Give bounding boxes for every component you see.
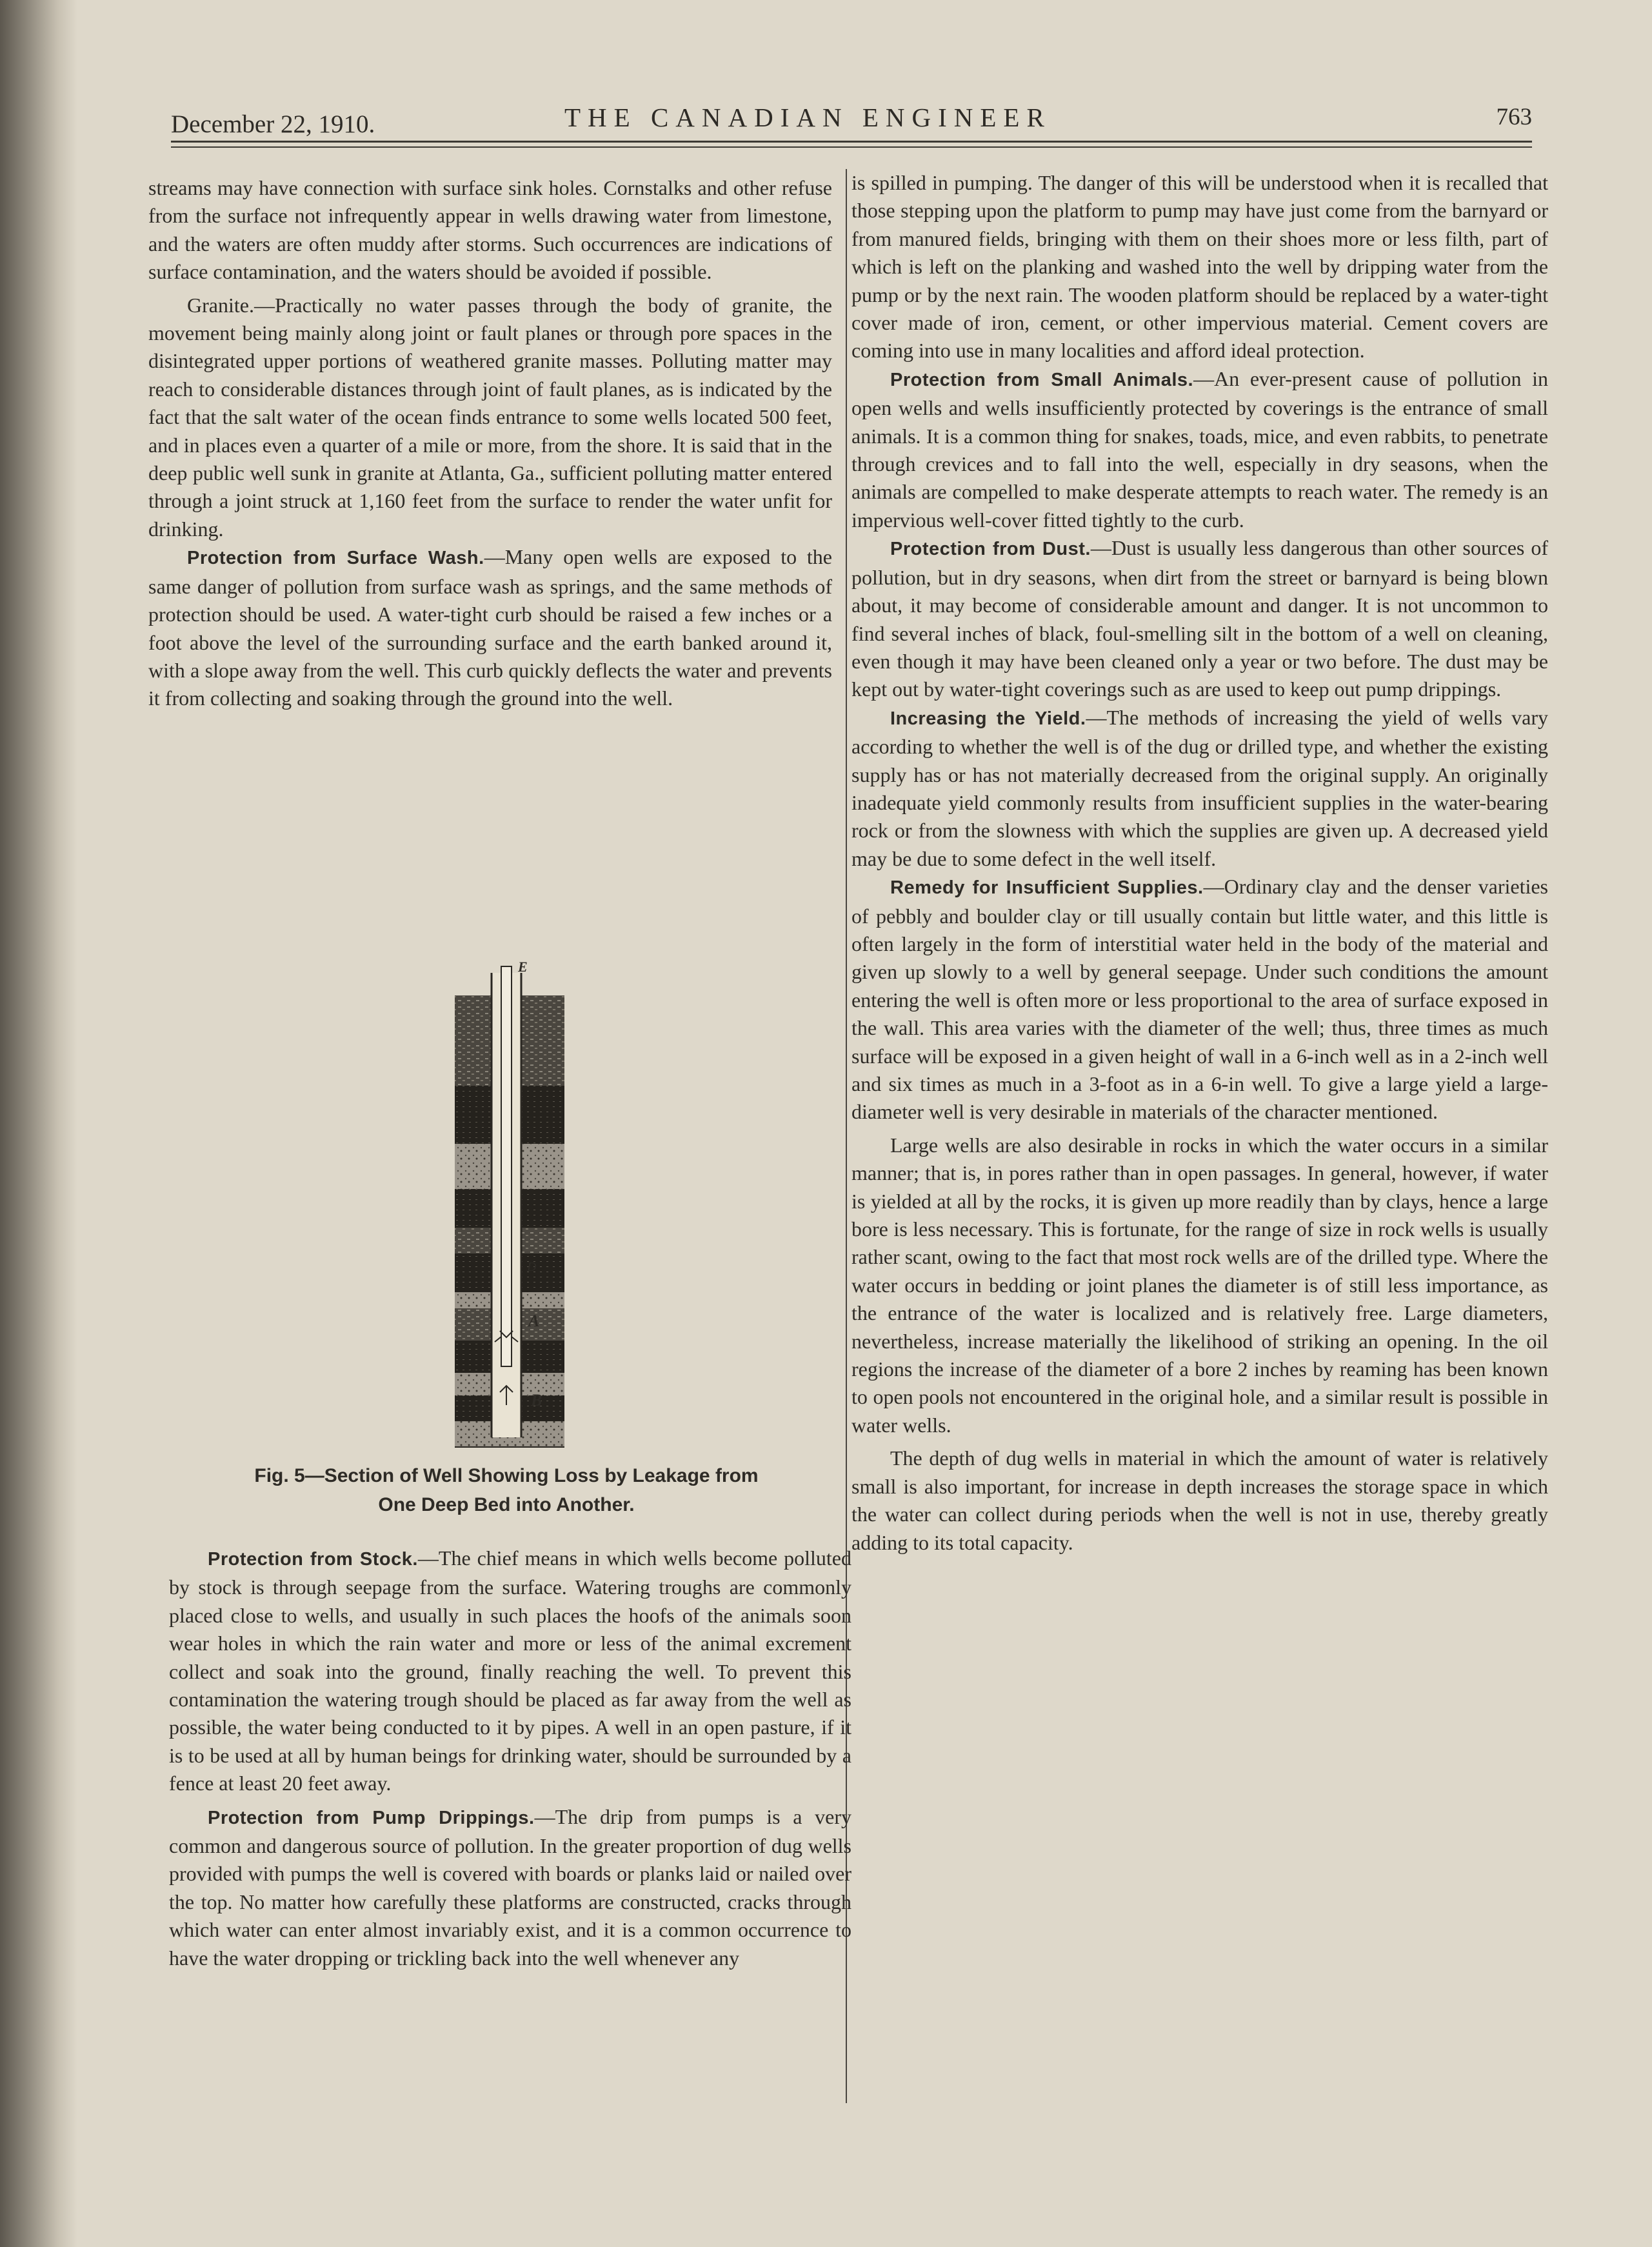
paragraph-granite: Granite.—Practically no water passes through the body of granite, the movement being mainly along joint or fault planes or through pore spaces in the disintegrated upper portions of weathered granite masses. Polluting matter may reach to considerable distances through joint of fault planes, as is indicated by the fact that the salt water of the ocean finds entrance to some wells located 500 feet, and in places even a quarter of a mile or more, from the shore. It is said that in the deep public well sunk in granite at Atlanta, Ga., sufficient polluting matter entered through a joint struck at 1,160 feet from the surface to render the water unfit for drinking.: [148, 293, 832, 541]
heading-dust: Protection from Dust.: [890, 539, 1091, 560]
paragraph-pump-drippings: Protection from Pump Drippings.—The drip from pumps is a very common and dangerous source of pollution. In the greater proportion of dug wells provided with pumps the well is covered with boards or planks laid or nailed over the top. No matter how carefully these platforms are constructed, cracks through which water can enter almost invariably exist, and it is a common occurrence to have the water dropping or trickling back into the well whenever any: [169, 1804, 852, 1970]
paragraph-increasing-yield: Increasing the Yield.—The methods of increasing the yield of wells vary according to whether the well is of the dug or drilled type, and whether the existing supply has or has not materially decreased from the original supply. An originally inadequate yield commonly results from insufficient supplies in the water-bearing rock or from the slowness with which the supplies are given up. A decreased yield may be due to some defect in the well itself.: [851, 705, 1548, 870]
paragraph-surface-wash: Protection from Surface Wash.—Many open wells are exposed to the same danger of pollution from surface wash as springs, and the same methods of protection should be used. A water-tight curb should be raised a few inches or a foot above the level of the surrounding surface and the earth banked around it, with a slope away from the well. This curb quickly deflects the water and prevents it from collecting and soaking through the ground into the well.: [148, 545, 832, 710]
paragraph-pump-continued: is spilled in pumping. The danger of this will be understood when it is recalled that those stepping upon the platform to pump may have just come from the barnyard or from manured fields, bringing with them on their shoes more or less filth, part of which is left on the planking and washed into the well by dripping water from the pump or by the next rain. The wooden platform should be replaced by a water-tight cover made of iron, cement, or other impervious material. Cement covers are coming into use in many localities and afford ideal protection.: [851, 171, 1548, 363]
figure-label-d: D: [527, 1260, 537, 1274]
heading-insufficient-supplies: Remedy for Insufficient Supplies.: [890, 877, 1204, 899]
paragraph-depth: The depth of dug wells in material in which the amount of water is relatively small is also important, for increase in depth increases the storage space in which the water can collect during periods when the well is not in use, thereby greatly adding to its total capacity.: [851, 1446, 1548, 1554]
figure-label-e: E: [518, 959, 528, 975]
book-gutter: [0, 0, 77, 2247]
paragraph-dust: Protection from Dust.—Dust is usually less dangerous than other sources of pollution, but in dry seasons, when dirt from the street or barnyard is being blown about, it may become of considerable amount and danger. It is not uncommon to find several inches of black, foul-smelling silt in the bottom of a well on cleaning, even though it may have been cleaned only a year or two before. The dust may be kept out by water-tight coverings such as are used to keep out pump drippings.: [851, 536, 1548, 701]
figure-label-a: A: [528, 1312, 540, 1330]
journal-title: THE CANADIAN ENGINEER: [564, 103, 1051, 132]
page-header: [171, 97, 1532, 142]
left-column-bottom: [169, 1544, 851, 1972]
heading-surface-wash: Protection from Surface Wash.: [187, 548, 484, 569]
well-section-figure: [448, 960, 577, 1457]
paragraph-insufficient-supplies: Remedy for Insufficient Supplies.—Ordinary clay and the denser varieties of pebbly and boulder clay or till usually contain but little water, and this little is often largely in the form of interstitial water held in the body of the material and given up slowly to a well by general seepage. Under such conditions the amount entering the well is often more or less proportional to the area of surface exposed in the wall. This area varies with the diameter of the well; thus, three times as much surface will be exposed in a given height of wall in a 6-inch well as in a 2-inch well and six times as much in a 3-foot as in a 6-in well. To give a large yield a large-diameter well is very desirable in materials of the character mentioned.: [851, 875, 1549, 1124]
paragraph-small-animals: Protection from Small Animals.—An ever-present cause of pollution in open wells and wells insufficiently protected by coverings is the entrance of small animals. It is a common thing for snakes, toads, mice, and even rabbits, to penetrate through crevices and to fall into the well, especially in dry seasons, when the animals are compelled to make desperate attempts to reach water. The remedy is an impervious well-cover fitted tightly to the curb.: [851, 366, 1548, 532]
heading-pump-drippings: Protection from Pump Drippings.: [208, 1807, 535, 1828]
right-column: [851, 169, 1548, 1557]
paragraph-limestone: streams may have connection with surface sink holes. Cornstalks and other refuse from the surface not infrequently appear in wells drawing water from limestone, and the waters are often muddy after storms. Such occurrences are indications of surface contamination, and the waters should be avoided if possible.: [148, 176, 832, 284]
heading-stock: Protection from Stock.: [208, 1549, 418, 1570]
header-rule: [171, 141, 1532, 143]
left-column-top: [148, 174, 832, 713]
issue-date: December 22, 1910.: [171, 110, 375, 138]
paragraph-stock: Protection from Stock.—The chief means in which wells become polluted by stock is through seepage from the surface. Watering troughs are commonly placed close to wells, and usually in such places the hoofs of the animals soon wear holes in which the rain water and more or less of the animal excrement collect and soak into the ground, finally reaching the well. To prevent this contamination the watering trough should be placed as far away from the well as possible, the water being conducted to it by pipes. A well in an open pasture, if it is to be used at all by human beings for drinking water, should be surrounded by a fence at least 20 feet away.: [169, 1546, 851, 1795]
header-rule-thin: [171, 146, 1532, 148]
page-number: 763: [1496, 104, 1532, 130]
heading-small-animals: Protection from Small Animals.: [890, 369, 1194, 390]
figure-caption: Fig. 5—Section of Well Showing Loss by Leakage from One Deep Bed into Another.: [254, 1465, 759, 1515]
paragraph-large-wells: Large wells are also desirable in rocks in which the water occurs in a similar manner; that is, in pores rather than in open passages. In general, however, if water is yielded at all by the rocks, it is given up more readily than by clays, hence a large bore is less necessary. This is fortunate, for the range of size in rock wells is usually rather scant, owing to the fact that most rock wells are of the drilled type. Where the water occurs in bedding or joint planes the diameter is of still less importance, as the entrance of the water is localized and is relatively free. Large diameters, nevertheless, increase materially the likelihood of striking an opening. In the oil regions the increase of the diameter of a bore 2 inches by reaming has been known to open pools not encountered in the original hole, and a similar result is possible in water wells.: [851, 1133, 1548, 1437]
well-section-illustration: [448, 960, 577, 1457]
figure-label-b: B: [531, 1391, 542, 1410]
heading-increasing-yield: Increasing the Yield.: [890, 708, 1086, 729]
